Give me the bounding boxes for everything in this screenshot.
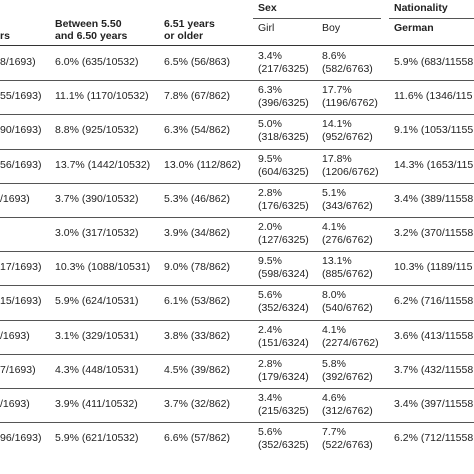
table-cell-girl1: 6.3% — [258, 84, 282, 97]
table-cell-boy2: (885/6762) — [322, 268, 373, 281]
header-col-c-line1: 6.51 years — [164, 18, 215, 30]
table-cell-c: 6.3% (54/862) — [164, 124, 230, 137]
table-cell-girl1: 3.4% — [258, 50, 282, 62]
table-cell-boy2: (1206/6762) — [322, 165, 379, 178]
table-cell-boy1: 5.1% — [322, 186, 346, 199]
row-divider — [0, 114, 474, 115]
table-cell-girl1: 5.0% — [258, 118, 282, 131]
table-cell-german: 3.4% (389/11558 — [394, 192, 474, 205]
table-cell-boy1: 4.1% — [322, 221, 346, 233]
table-cell-a: 7/1693) — [0, 363, 36, 376]
table-cell-boy1: 17.8% — [322, 152, 352, 165]
table-cell-b: 5.9% (621/10532) — [55, 432, 139, 445]
table-cell-german: 3.4% (397/11558 — [394, 398, 474, 410]
table-cell-girl2: (396/6325) — [258, 97, 309, 110]
table-cell-b: 11.1% (1170/10532) — [55, 90, 149, 103]
table-cell-b: 13.7% (1442/10532) — [55, 158, 151, 171]
table-cell-german: 14.3% (1653/115 — [394, 158, 474, 171]
table-cell-c: 3.8% (33/862) — [164, 329, 230, 342]
table-cell-german: 6.2% (716/11558 — [394, 295, 474, 308]
table-cell-boy2: (2274/6762) — [322, 336, 379, 349]
table-cell-girl1: 3.4% — [258, 392, 282, 404]
header-col-c-line2: or older — [164, 30, 204, 42]
table-cell-german: 5.9% (683/11558 — [394, 56, 474, 68]
table-cell-girl2: (318/6325) — [258, 131, 309, 144]
table-cell-girl2: (598/6324) — [258, 268, 309, 281]
table-cell-c: 7.8% (67/862) — [164, 90, 230, 103]
table-cell-c: 4.5% (39/862) — [164, 363, 230, 376]
table-cell-c: 5.3% (46/862) — [164, 192, 230, 205]
header-bottom-rule — [0, 45, 474, 46]
table-cell-girl2: (151/6324) — [258, 336, 309, 349]
table-cell-boy1: 5.8% — [322, 357, 346, 370]
table-cell-boy2: (952/6762) — [322, 131, 373, 144]
table-cell-girl1: 2.8% — [258, 186, 282, 199]
table-cell-german: 3.6% (413/11558 — [394, 329, 474, 342]
table-cell-boy2: (312/6762) — [322, 405, 373, 417]
row-divider — [0, 149, 474, 150]
table-cell-a: 8/1693) — [0, 56, 36, 68]
table-cell-girl2: (604/6325) — [258, 165, 309, 178]
table-cell-a: 17/1693) — [0, 261, 42, 274]
table-cell-german: 6.2% (712/11558 — [394, 432, 474, 445]
table-cell-girl1: 9.5% — [258, 152, 282, 165]
table-cell-german: 11.6% (1346/115 — [394, 90, 473, 103]
header-group-nationality: Nationality — [394, 2, 448, 14]
row-divider — [0, 251, 474, 252]
table-cell-boy2: (582/6763) — [322, 63, 373, 75]
table-cell-a: 96/1693) — [0, 432, 42, 445]
table-cell-b: 4.3% (448/10531) — [55, 363, 139, 376]
group-underline-sex — [253, 18, 381, 19]
table-cell-b: 5.9% (624/10531) — [55, 295, 139, 308]
table-cell-boy2: (522/6763) — [322, 439, 373, 452]
row-divider — [0, 320, 474, 321]
table-cell-a: /1693) — [0, 192, 30, 205]
table-cell-c: 13.0% (112/862) — [164, 158, 241, 171]
table-cell-girl1: 5.6% — [258, 426, 282, 439]
table-cell-girl1: 2.0% — [258, 221, 282, 233]
table-cell-boy1: 7.7% — [322, 426, 346, 439]
header-col-boy: Boy — [322, 22, 341, 34]
table-cell-boy1: 8.6% — [322, 50, 346, 62]
table-cell-girl2: (215/6325) — [258, 405, 309, 417]
table-cell-a: /1693) — [0, 329, 30, 342]
row-divider — [0, 285, 474, 286]
table-cell-boy2: (540/6762) — [322, 302, 373, 315]
row-divider — [0, 80, 474, 81]
table-cell-german: 10.3% (1189/115 — [394, 261, 473, 274]
table-cell-a: 56/1693) — [0, 158, 42, 171]
table-cell-b: 10.3% (1088/10531) — [55, 261, 151, 274]
row-divider — [0, 388, 474, 389]
table-cell-a: /1693) — [0, 398, 30, 410]
row-divider — [0, 354, 474, 355]
table-cell-girl1: 2.4% — [258, 323, 282, 336]
table-cell-c: 6.5% (56/863) — [164, 56, 230, 68]
header-col-german: German — [394, 22, 434, 34]
header-col-b-line1: Between 5.50 — [55, 18, 122, 30]
table-cell-a: 90/1693) — [0, 124, 42, 137]
header-col-a: rs — [0, 30, 10, 42]
table-cell-girl1: 9.5% — [258, 255, 282, 268]
table-cell-girl2: (179/6324) — [258, 370, 309, 383]
table-cell-boy1: 4.1% — [322, 323, 346, 336]
table-cell-b: 3.1% (329/10531) — [55, 329, 139, 342]
row-divider — [0, 183, 474, 184]
table-cell-c: 9.0% (78/862) — [164, 261, 230, 274]
table-cell-girl2: (352/6325) — [258, 439, 309, 452]
table-cell-b: 3.0% (317/10532) — [55, 227, 139, 239]
table-cell-b: 6.0% (635/10532) — [55, 56, 139, 68]
table-cell-b: 3.7% (390/10532) — [55, 192, 139, 205]
group-underline-nationality — [389, 18, 474, 19]
table-cell-boy2: (276/6762) — [322, 234, 373, 246]
table-cell-girl2: (127/6325) — [258, 234, 309, 246]
table-cell-german: 3.2% (370/11558 — [394, 227, 474, 239]
header-group-sex: Sex — [258, 2, 277, 14]
table-cell-boy1: 8.0% — [322, 289, 346, 302]
table-cell-boy1: 4.6% — [322, 392, 346, 404]
table-cell-a: 55/1693) — [0, 90, 42, 103]
table-cell-c: 6.6% (57/862) — [164, 432, 230, 445]
table-cell-boy1: 14.1% — [322, 118, 352, 131]
table-cell-girl1: 2.8% — [258, 357, 282, 370]
table-cell-girl2: (217/6325) — [258, 63, 309, 75]
table-cell-b: 8.8% (925/10532) — [55, 124, 139, 137]
table-cell-b: 3.9% (411/10532) — [55, 398, 138, 410]
row-divider — [0, 217, 474, 218]
table-cell-boy2: (343/6762) — [322, 199, 373, 212]
table-cell-c: 3.9% (34/862) — [164, 227, 230, 239]
header-col-girl: Girl — [258, 22, 275, 34]
table-cell-a: 15/1693) — [0, 295, 42, 308]
table-cell-girl2: (176/6325) — [258, 199, 309, 212]
table-cell-boy1: 17.7% — [322, 84, 352, 97]
table-cell-german: 3.7% (432/11558 — [394, 363, 474, 376]
table-cell-boy2: (1196/6762) — [322, 97, 378, 110]
table-cell-c: 3.7% (32/862) — [164, 398, 230, 410]
table-cell-german: 9.1% (1053/1155 — [394, 124, 474, 137]
header-col-b-line2: and 6.50 years — [55, 30, 128, 42]
table-cell-girl2: (352/6324) — [258, 302, 309, 315]
row-divider — [0, 422, 474, 423]
table-cell-c: 6.1% (53/862) — [164, 295, 230, 308]
table-cell-boy2: (392/6762) — [322, 370, 373, 383]
table-cell-girl1: 5.6% — [258, 289, 282, 302]
table-cell-boy1: 13.1% — [322, 255, 352, 268]
